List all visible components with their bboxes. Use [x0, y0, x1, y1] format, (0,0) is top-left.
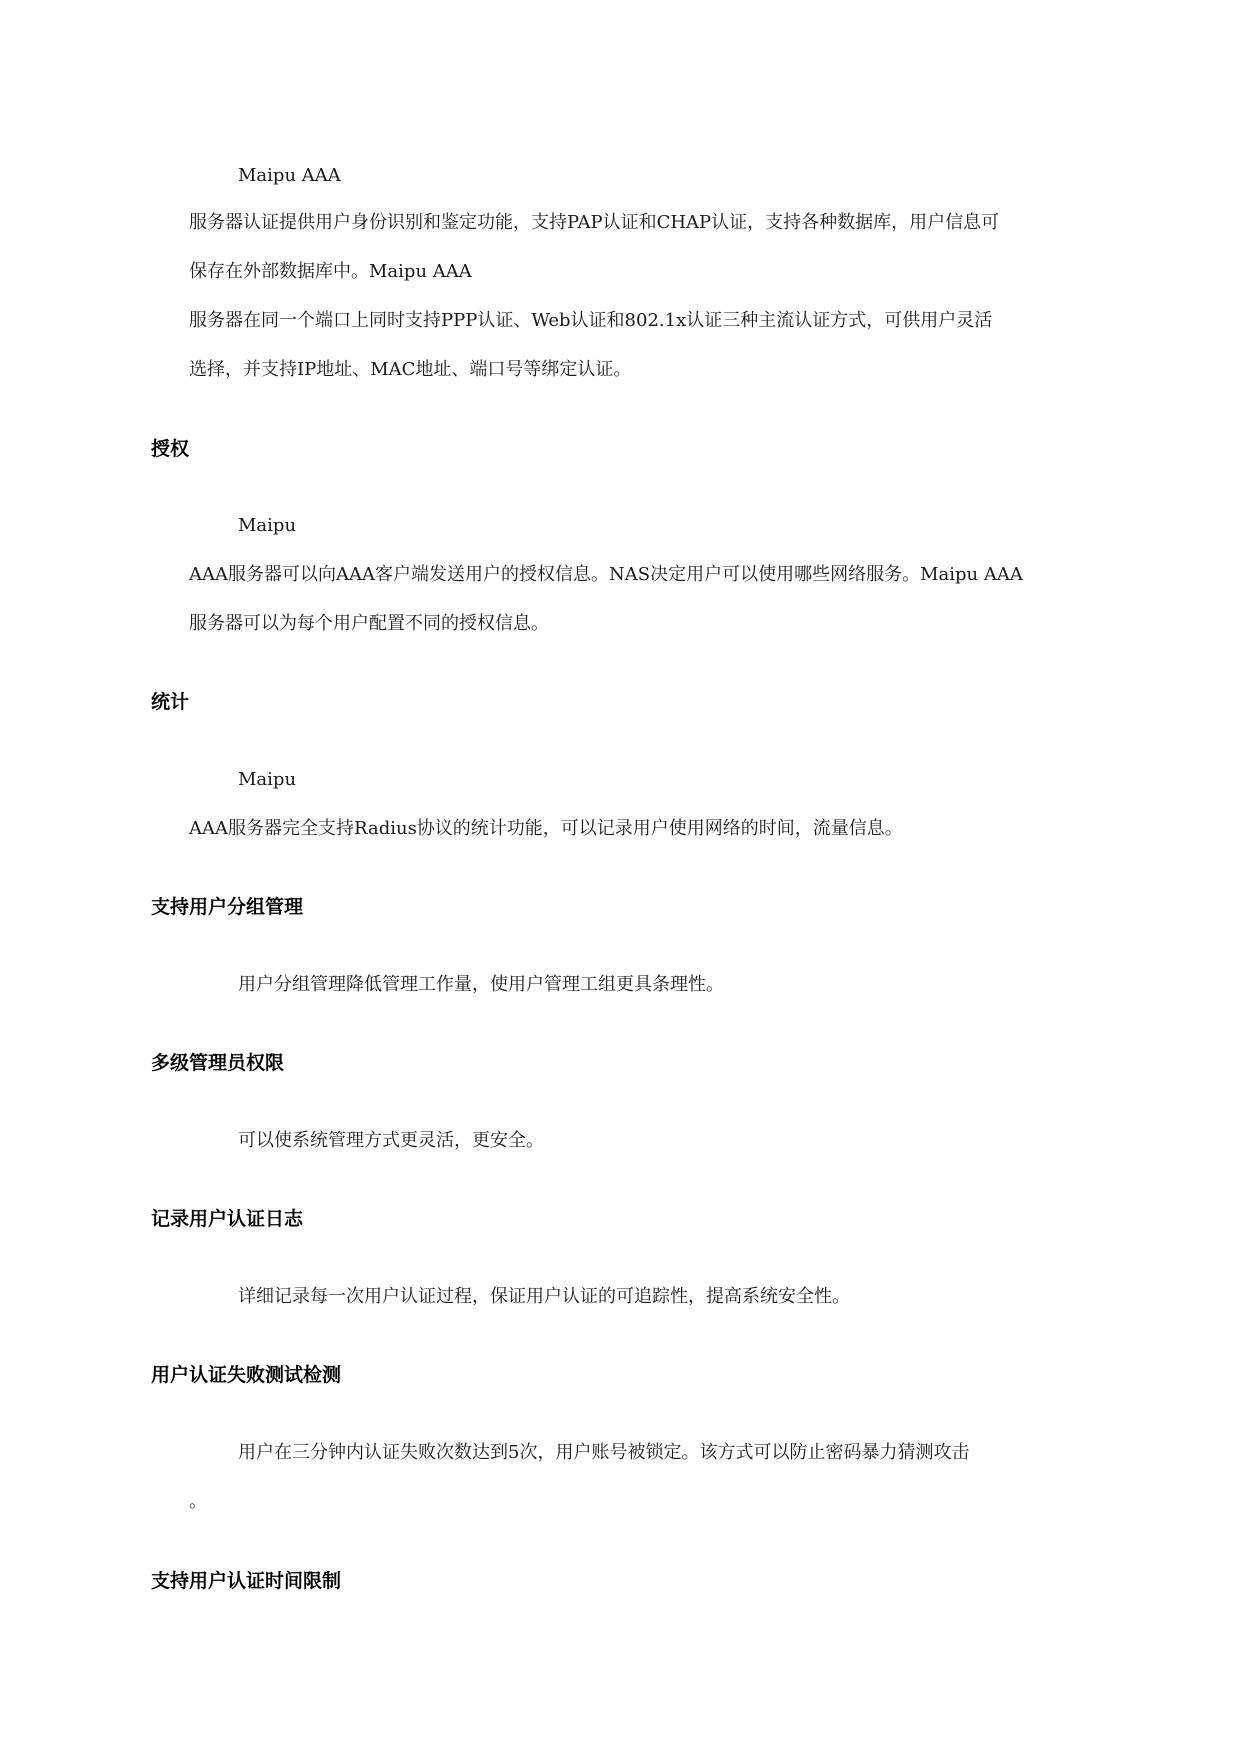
paragraph-line: 保存在外部数据库中。Maipu AAA — [189, 261, 472, 282]
section-heading: 支持用户认证时间限制 — [151, 1570, 342, 1592]
section-heading: 用户认证失败测试检测 — [151, 1364, 342, 1386]
paragraph-line: 选择，并支持IP地址、MAC地址、端口号等绑定认证。 — [189, 359, 632, 380]
paragraph-line: AAA服务器可以向AAA客户端发送用户的授权信息。NAS决定用户可以使用哪些网络服务。Maipu AAA — [189, 564, 1023, 585]
paragraph-line: AAA服务器完全支持Radius协议的统计功能，可以记录用户使用网络的时间，流量信息。 — [189, 818, 903, 839]
section-heading: 支持用户分组管理 — [151, 896, 304, 918]
paragraph-line: 服务器在同一个端口上同时支持PPP认证、Web认证和802.1x认证三种主流认证方式，可供用户灵活 — [189, 310, 993, 331]
paragraph-line: 详细记录每一次用户认证过程，保证用户认证的可追踪性，提高系统安全性。 — [238, 1286, 850, 1307]
section-heading: 记录用户认证日志 — [151, 1208, 304, 1230]
paragraph-line: 服务器认证提供用户身份识别和鉴定功能，支持PAP认证和CHAP认证，支持各种数据库，用户信息可 — [189, 212, 1000, 233]
paragraph-line: Maipu AAA — [238, 165, 341, 186]
paragraph-line: 服务器可以为每个用户配置不同的授权信息。 — [189, 613, 549, 634]
paragraph-line: 。 — [189, 1491, 207, 1512]
section-heading: 统计 — [151, 691, 190, 713]
paragraph-line: 用户在三分钟内认证失败次数达到5次，用户账号被锁定。该方式可以防止密码暴力猜测攻击 — [238, 1442, 970, 1463]
paragraph-line: 可以使系统管理方式更灵活，更安全。 — [238, 1130, 544, 1151]
paragraph-line: Maipu — [238, 769, 297, 790]
section-heading: 多级管理员权限 — [151, 1052, 285, 1074]
section-heading: 授权 — [151, 438, 190, 460]
paragraph-line: 用户分组管理降低管理工作量，使用户管理工组更具条理性。 — [238, 974, 724, 995]
paragraph-line: Maipu — [238, 515, 297, 536]
